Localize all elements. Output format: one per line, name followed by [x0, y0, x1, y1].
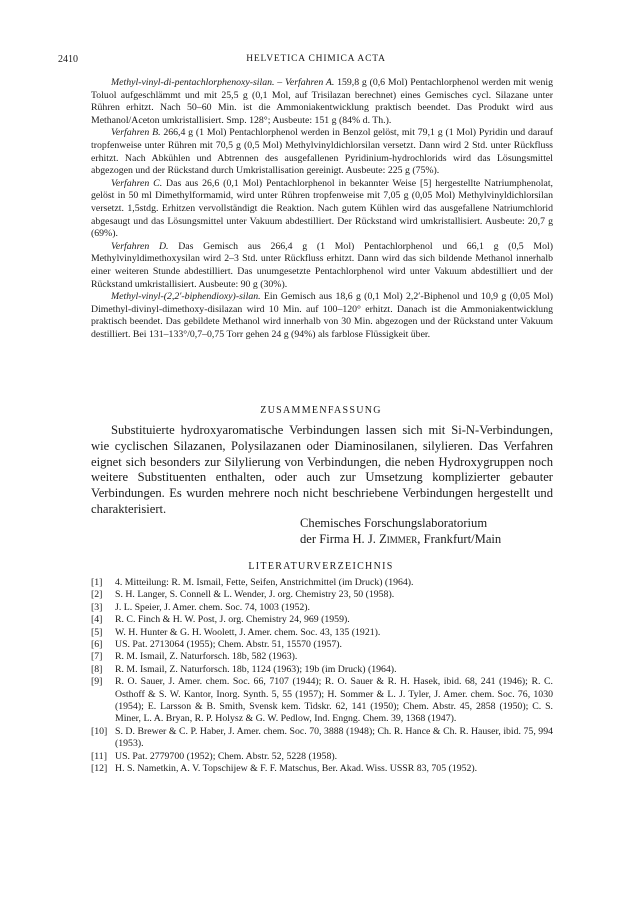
- experimental-paragraph: [91, 178, 553, 241]
- reference-number: [11]: [91, 750, 107, 762]
- summary-text: Substituierte hydroxyaromatische Verbindungen lassen sich mit Si-N-Verbindungen, wie cyclischen Silazanen, Polysilazanen oder Diaminosilanen, silylieren. Das Verfahren eignet sich besonders zur Silylierung von Verbindungen, die neben Hydroxygruppen noch weitere Substituenten enthalten, oder auch zur Umsetzung komplizierter gebauter Verbindungen. Es wurden mehrere noch nicht beschriebene Verbindungen hergestellt und charakterisiert.: [91, 423, 553, 516]
- page-number: 2410: [58, 54, 78, 65]
- reference-text: R. M. Ismail, Z. Naturforsch. 18b, 1124 (1963); 19b (im Druck) (1964).: [115, 663, 397, 675]
- procedure-title: Verfahren B.: [111, 127, 161, 139]
- affiliation-prefix: der Firma H. J.: [300, 531, 380, 546]
- procedure-text: Ein Gemisch aus 18,6 g (0,1 Mol) 2,2′-Biphenol und 10,9 g (0,05 Mol) Dimethyl-divinyl-dimethoxy-disilazan wird 10 Min. auf 100–120° erhitzt. Danach ist die Ammoniakentwicklung praktisch beendet. Das gebildete Methanol wird innerhalb von 30 Min. abgezogen und der Rückstand unter Vakuum destilliert. Bei 131–133°/0,7–0,75 Torr gehen 24 g (94%) als farblose Flüssigkeit über.: [91, 291, 553, 340]
- reference-text: J. L. Speier, J. Amer. chem. Soc. 74, 1003 (1952).: [115, 601, 310, 613]
- reference-number: [2]: [91, 589, 103, 601]
- experimental-paragraph: [91, 127, 553, 177]
- references-heading: LITERATURVERZEICHNIS: [248, 561, 394, 572]
- reference-text: US. Pat. 2713064 (1955); Chem. Abstr. 51, 15570 (1957).: [115, 639, 342, 651]
- affiliation-line-1: Chemisches Forschungslaboratorium: [300, 516, 488, 530]
- reference-item: [91, 664, 553, 676]
- reference-item: [91, 602, 553, 614]
- reference-item: [91, 651, 553, 663]
- reference-number: [9]: [91, 676, 103, 688]
- reference-number: [10]: [91, 725, 108, 737]
- affiliation-name: Zimmer: [379, 531, 418, 546]
- summary-heading: ZUSAMMENFASSUNG: [260, 405, 382, 416]
- reference-item: [91, 751, 553, 763]
- reference-number: [5]: [91, 626, 103, 638]
- reference-number: [3]: [91, 601, 103, 613]
- reference-text: R. C. Finch & H. W. Post, J. org. Chemistry 24, 969 (1959).: [115, 614, 350, 626]
- experimental-paragraph: [91, 77, 553, 127]
- procedure-text: Das Gemisch aus 266,4 g (1 Mol) Pentachlorphenol und 66,1 g (0,5 Mol) Methylvinyldimethoxysilan wird 2–3 Std. unter Rückfluss erhitzt. Dann wird das sich bildende Methanol innerhalb einer weiteren Stunde abdestilliert. Das unumgesetzte Pentachlorphenol wird unter Vakuum abdestilliert und der Rückstand umkristallisiert. Ausbeute: 90 g (30%).: [91, 240, 553, 290]
- procedure-text: Das aus 26,6 (0,1 Mol) Pentachlorphenol in bekannter Weise [5] hergestellte Natriumphenolat, gelöst in 50 ml Dimethylformamid, wird unter Rühren tropfenweise mit 7,05 g (0,05 Mol) Methylvinyldichlorsilan versetzt. 1,5stdg. Erhitzen vervollständigt die Reaktion. Nach gutem Kühlen wird das ausgefallene Natriumchlorid abgesaugt und das Lösungsmittel unter Vakuum abdestilliert. Der Rückstand wird umkristallisiert. Ausbeute: 20,7 g (69%).: [91, 177, 553, 240]
- reference-text: US. Pat. 2779700 (1952); Chem. Abstr. 52, 5228 (1958).: [115, 750, 338, 762]
- reference-text: R. O. Sauer, J. Amer. chem. Soc. 66, 7107 (1944); R. O. Sauer & R. H. Hasek, ibid. 68, 241 (1946); R. C. Osthoff & S. W. Kantor, Inorg. Synth. 5, 55 (1957); H. Sommer & L. J. Tyler, J. Amer. chem. Soc. 76, 1030 (1954); E. Larsson & B. Smith, Svensk kem. Tidskr. 62, 141 (1950); Chem. Abstr. 45, 2858 (1950); C. S. Miner, L. A. Bryan, R. P. Holysz & G. W. Pedlow, Ind. Engng. Chem. 39, 1368 (1947).: [115, 676, 553, 725]
- reference-number: [12]: [91, 763, 108, 775]
- references-list: [91, 577, 553, 776]
- reference-item: [91, 726, 553, 751]
- reference-number: [1]: [91, 577, 103, 588]
- experimental-paragraph: [91, 241, 553, 291]
- procedure-title: Methyl-vinyl-di-pentachlorphenoxy-silan. – Verfahren A.: [111, 77, 335, 88]
- procedure-title: Methyl-vinyl-(2,2′-biphendioxy)-silan.: [111, 291, 261, 303]
- reference-item: [91, 763, 553, 775]
- procedure-title: Verfahren D.: [111, 240, 169, 252]
- reference-number: [8]: [91, 663, 103, 675]
- procedure-title: Verfahren C.: [111, 177, 163, 189]
- procedure-text: 159,8 g (0,6 Mol) Pentachlorphenol werden mit wenig Toluol aufgeschlämmt und mit 25,5 g (0,1 Mol, auf Trisilazan berechnet) eines Gemisches cycl. Silazane unter Rühren erhitzt. Nach 50–60 Min. ist die Ammoniakentwicklung praktisch beendet. Das Produkt wird aus Methanol/Aceton umkristallisiert. Smp. 128°; Ausbeute: 151 g (84% d. Th.).: [91, 77, 553, 126]
- journal-title: HELVETICA CHIMICA ACTA: [246, 54, 386, 64]
- procedure-text: 266,4 g (1 Mol) Pentachlorphenol werden in Benzol gelöst, mit 79,1 g (1 Mol) Pyridin und darauf tropfenweise unter Rühren mit 70,5 g (0,5 Mol) Methylvinyldichlorsilan versetzt. Dann wird 2 Std. unter Rückfluss erhitzt. Nach Abkühlen und Abtrennen des ausgefallenen Pyridinium-hydrochlorids wird das Lösungsmittel abgezogen und der Rückstand durch Umkristallisation gereinigt. Ausbeute: 225 g (75%).: [91, 127, 553, 177]
- reference-text: R. M. Ismail, Z. Naturforsch. 18b, 582 (1963).: [115, 651, 298, 663]
- experimental-section: [91, 77, 553, 341]
- summary-section: [91, 423, 553, 518]
- reference-item: [91, 577, 553, 589]
- reference-item: [91, 589, 553, 601]
- reference-number: [4]: [91, 614, 103, 626]
- reference-text: S. D. Brewer & C. P. Haber, J. Amer. chem. Soc. 70, 3888 (1948); Ch. R. Hance & Ch. R. Hauser, ibid. 75, 994 (1953).: [115, 725, 553, 750]
- reference-text: 4. Mitteilung: R. M. Ismail, Fette, Seifen, Anstrichmittel (im Druck) (1964).: [115, 577, 414, 588]
- reference-number: [6]: [91, 639, 103, 651]
- reference-number: [7]: [91, 651, 103, 663]
- reference-item: [91, 614, 553, 626]
- experimental-paragraph: [91, 291, 553, 341]
- affiliation-suffix: , Frankfurt/Main: [417, 531, 502, 546]
- affiliation-line-2: [300, 532, 501, 548]
- affiliation-signature: [300, 516, 501, 548]
- reference-item: [91, 676, 553, 726]
- reference-item: [91, 627, 553, 639]
- reference-item: [91, 639, 553, 651]
- reference-text: H. S. Nametkin, A. V. Topschijew & F. F. Matschus, Ber. Akad. Wiss. USSR 83, 705 (1952).: [115, 763, 478, 775]
- reference-text: W. H. Hunter & G. H. Woolett, J. Amer. chem. Soc. 43, 135 (1921).: [115, 626, 381, 638]
- reference-text: S. H. Langer, S. Connell & L. Wender, J. org. Chemistry 23, 50 (1958).: [115, 589, 395, 601]
